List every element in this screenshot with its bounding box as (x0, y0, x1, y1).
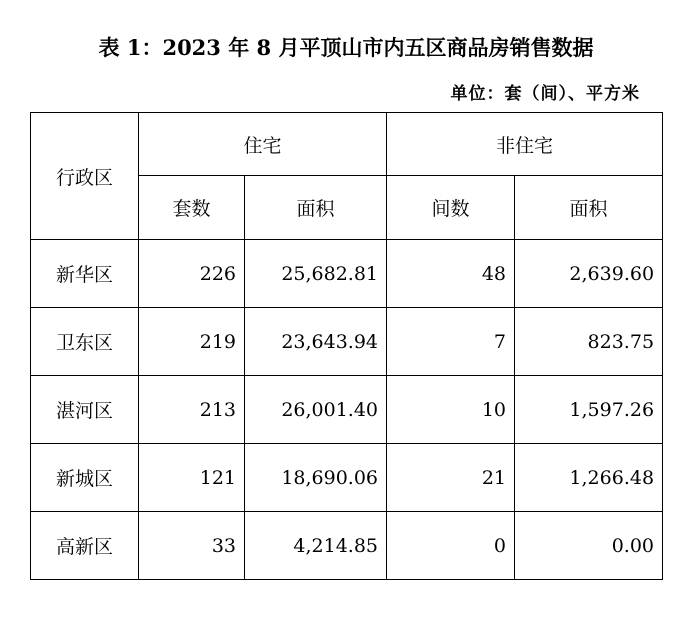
res-area-cell: 18,690.06 (245, 444, 387, 512)
nonres-area-cell: 2,639.60 (515, 240, 663, 308)
res-area-cell: 25,682.81 (245, 240, 387, 308)
header-nonres-units: 间数 (387, 176, 515, 240)
district-cell: 新城区 (31, 444, 139, 512)
district-cell: 新华区 (31, 240, 139, 308)
header-district: 行政区 (31, 113, 139, 240)
table-row (31, 240, 663, 308)
res-area-cell: 26,001.40 (245, 376, 387, 444)
table-row (31, 512, 663, 580)
district-cell: 卫东区 (31, 308, 139, 376)
nonres-area-cell: 823.75 (515, 308, 663, 376)
table-row (31, 376, 663, 444)
res-units-cell: 121 (139, 444, 245, 512)
header-residential: 住宅 (139, 113, 387, 176)
nonres-area-cell: 1,597.26 (515, 376, 663, 444)
nonres-units-cell: 21 (387, 444, 515, 512)
header-res-area: 面积 (245, 176, 387, 240)
nonres-area-cell: 0.00 (515, 512, 663, 580)
res-area-cell: 23,643.94 (245, 308, 387, 376)
nonres-units-cell: 48 (387, 240, 515, 308)
nonres-area-cell: 1,266.48 (515, 444, 663, 512)
nonres-units-cell: 10 (387, 376, 515, 444)
nonres-units-cell: 7 (387, 308, 515, 376)
header-nonres-area: 面积 (515, 176, 663, 240)
res-units-cell: 219 (139, 308, 245, 376)
res-units-cell: 226 (139, 240, 245, 308)
unit-note: 单位：套（间）、平方米 (450, 84, 640, 104)
district-cell: 湛河区 (31, 376, 139, 444)
sales-table (30, 112, 663, 580)
table-row (31, 308, 663, 376)
header-non-residential: 非住宅 (387, 113, 663, 176)
table-title: 表 1：2023 年 8 月平顶山市内五区商品房销售数据 (98, 35, 594, 60)
table-row (31, 444, 663, 512)
header-res-units: 套数 (139, 176, 245, 240)
res-units-cell: 213 (139, 376, 245, 444)
res-area-cell: 4,214.85 (245, 512, 387, 580)
district-cell: 高新区 (31, 512, 139, 580)
header-row-1 (31, 113, 663, 176)
res-units-cell: 33 (139, 512, 245, 580)
nonres-units-cell: 0 (387, 512, 515, 580)
